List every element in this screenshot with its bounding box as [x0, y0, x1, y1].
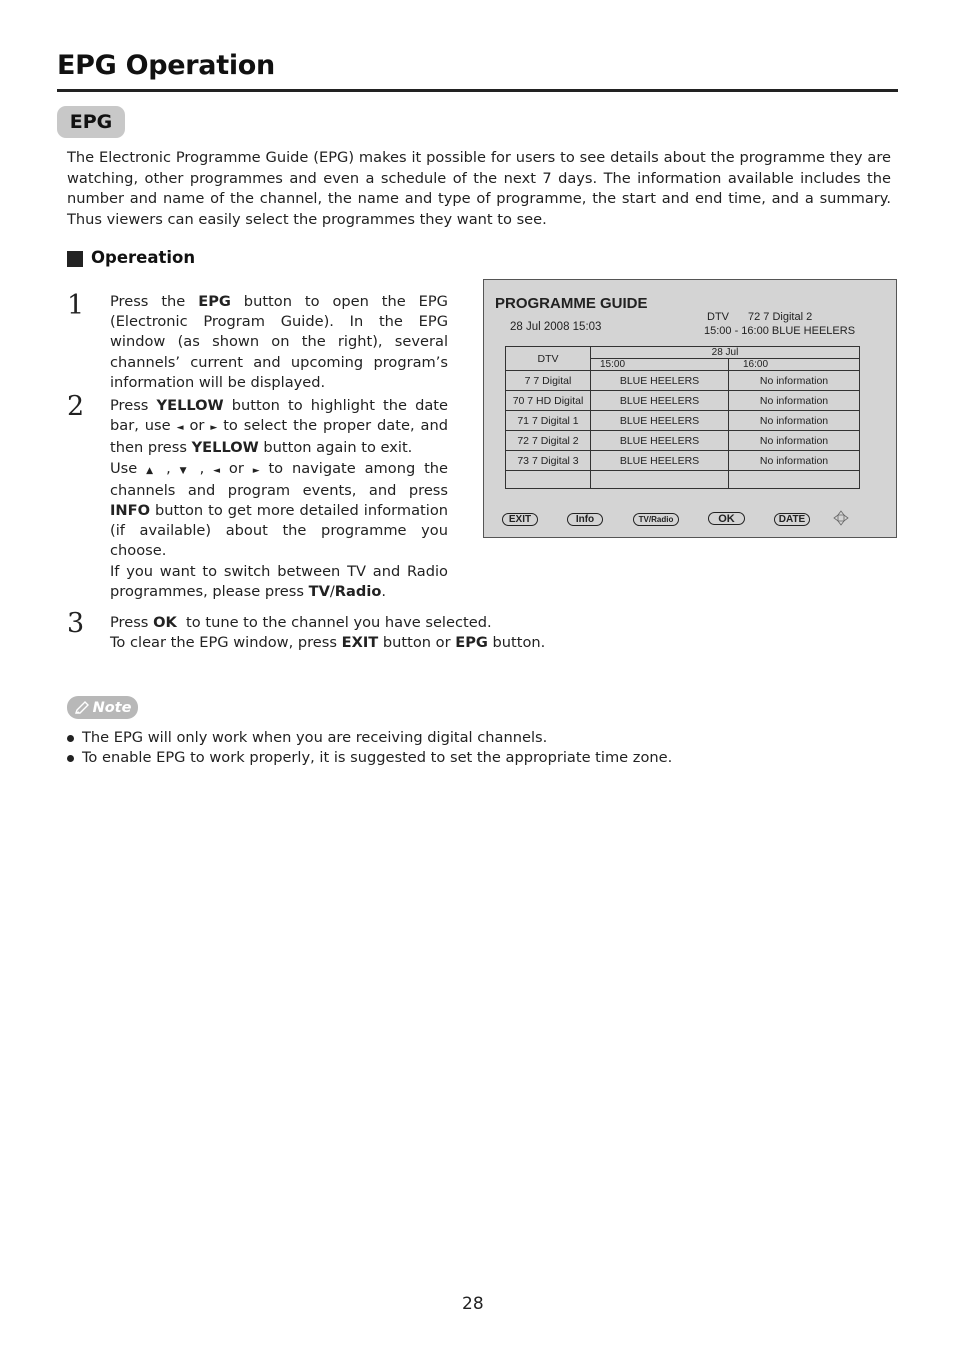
key-epg: EPG	[198, 293, 231, 310]
grid-next[interactable]: No information	[728, 370, 860, 391]
grid-now[interactable]: BLUE HEELERS	[590, 430, 729, 451]
arrow-down-icon: ▼	[179, 465, 191, 476]
ok-button[interactable]: OK	[708, 512, 745, 525]
grid-now[interactable]: BLUE HEELERS	[590, 390, 729, 411]
key-info: INFO	[110, 502, 151, 520]
grid-time-1: 15:00	[590, 358, 729, 371]
pencil-icon	[74, 701, 90, 715]
grid-next[interactable]: No information	[728, 410, 860, 431]
key-ok: OK	[153, 614, 177, 631]
grid-channel[interactable]: 71 7 Digital 1	[505, 410, 591, 431]
grid-next[interactable]: No information	[728, 450, 860, 471]
bullet-icon	[67, 755, 74, 762]
step-number-3: 3	[67, 608, 85, 639]
grid-now[interactable]: BLUE HEELERS	[590, 370, 729, 391]
step-2-text: Press YELLOW button to highlight the date bar, use ◄ or ► to select the proper date, and then press YELLOW button again to exit. Use ▲ , ▼ , ◄ or ► to navigate among the channels and program events, and press INFO button to get more detailed information (if available) about the programme you choose. If you want to switch between TV and Radio programmes, please press TV/Radio.	[110, 397, 449, 600]
note-item: To enable EPG to work properly, it is suggested to set the appropriate time zone.	[67, 749, 672, 766]
tv-radio-button[interactable]: TV/Radio	[633, 513, 679, 526]
exit-button[interactable]: EXIT	[502, 513, 538, 526]
grid-now[interactable]: BLUE HEELERS	[590, 410, 729, 431]
epg-screen-illustration	[483, 279, 897, 538]
grid-now[interactable]: BLUE HEELERS	[590, 450, 729, 471]
grid-time-2: 16:00	[728, 358, 860, 371]
epg-info-channel: 72 7 Digital 2	[748, 311, 813, 323]
key-epg: EPG	[455, 634, 488, 652]
grid-channel[interactable]: 73 7 Digital 3	[505, 450, 591, 471]
arrow-up-icon: ▲	[146, 465, 158, 476]
grid-next[interactable]: No information	[728, 390, 860, 411]
arrow-left-icon: ◄	[213, 465, 221, 476]
grid-channel[interactable]: 7 7 Digital	[505, 370, 591, 391]
square-bullet-icon	[67, 251, 83, 267]
arrow-left-icon: ◄	[176, 423, 184, 434]
grid-empty-cell	[728, 470, 860, 489]
note-badge: Note	[67, 696, 138, 719]
grid-next[interactable]: No information	[728, 430, 860, 451]
grid-header-channel: DTV	[505, 346, 591, 371]
grid-empty-cell	[505, 470, 591, 489]
key-radio: Radio	[334, 582, 382, 600]
page-title: EPG Operation	[57, 50, 275, 81]
epg-info-programme: 15:00 - 16:00 BLUE HEELERS	[704, 325, 856, 337]
step-number-1: 1	[67, 290, 85, 321]
bullet-icon	[67, 735, 74, 742]
section-tab-epg: EPG	[57, 106, 125, 138]
grid-channel[interactable]: 72 7 Digital 2	[505, 430, 591, 451]
date-button[interactable]: DATE	[774, 513, 810, 526]
intro-paragraph: The Electronic Programme Guide (EPG) makes it possible for users to see details about the programme they are watching, other programmes and even a schedule of the next 7 days. The information available includes the number and name of the channel, the name and type of programme, the start and end time, and a summary. Thus viewers can easily select the programmes they want to see.	[67, 149, 891, 228]
grid-channel[interactable]: 70 7 HD Digital	[505, 390, 591, 411]
epg-info-source: DTV	[707, 311, 729, 323]
epg-title: PROGRAMME GUIDE	[495, 295, 648, 312]
epg-grid	[505, 346, 860, 489]
title-divider	[57, 89, 898, 92]
step-3-text: Press OK to tune to the channel you have selected. To clear the EPG window, press EXIT button or EPG button.	[110, 614, 546, 652]
key-tv: TV	[308, 582, 330, 600]
grid-header-date: 28 Jul	[590, 346, 860, 359]
page-number: 28	[462, 1294, 484, 1314]
epg-datetime: 28 Jul 2008 15:03	[510, 321, 602, 333]
key-exit: EXIT	[341, 634, 379, 652]
step-1-text: Press the EPG button to open the EPG (Electronic Program Guide). In the EPG window (as shown on the right), several channels’ current and upcoming program’s information will be displayed.	[110, 293, 448, 391]
grid-empty-cell	[590, 470, 729, 489]
arrow-right-icon: ►	[252, 465, 260, 476]
navigation-arrows-icon	[833, 510, 849, 526]
note-item: The EPG will only work when you are receiving digital channels.	[67, 729, 547, 746]
info-button[interactable]: Info	[567, 513, 603, 526]
arrow-right-icon: ►	[210, 423, 218, 434]
subsection-heading: Opereation	[91, 248, 196, 267]
step-number-2: 2	[67, 391, 85, 422]
key-yellow: YELLOW	[156, 397, 224, 414]
key-yellow: YELLOW	[191, 439, 259, 457]
